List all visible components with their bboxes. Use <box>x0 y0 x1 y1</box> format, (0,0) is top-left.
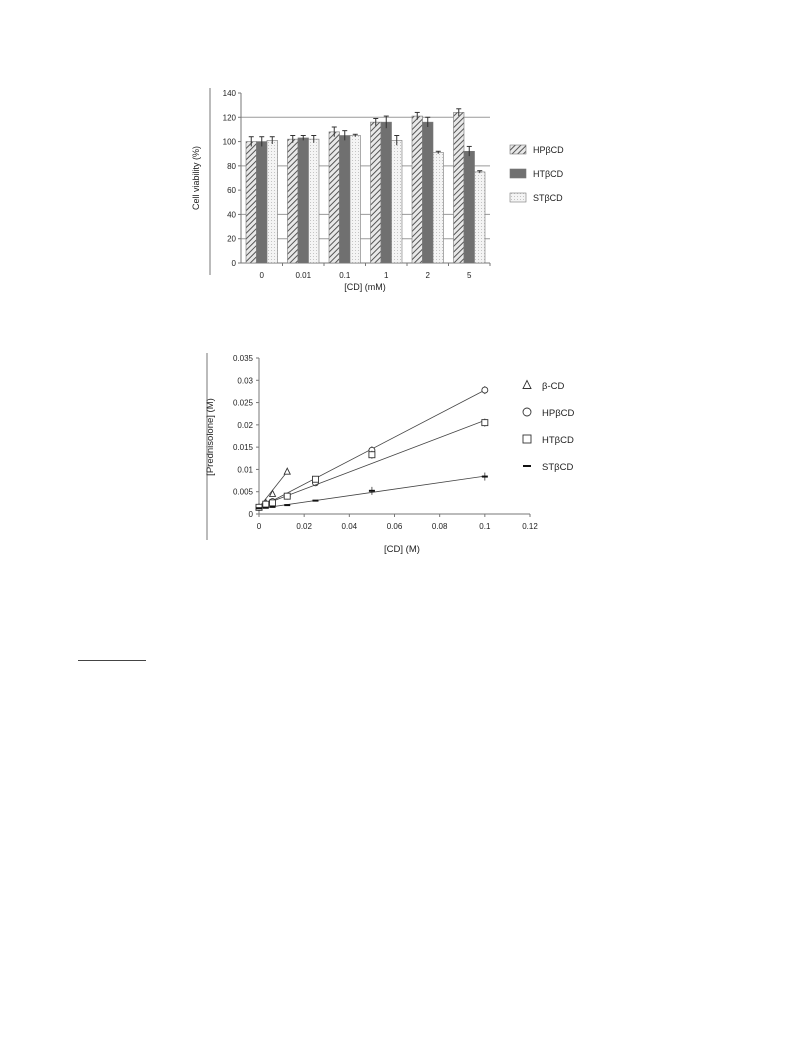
marker-circle <box>523 408 531 416</box>
bar-STβCD <box>309 139 320 263</box>
bar-HTβCD <box>464 151 475 263</box>
bar-STβCD <box>350 136 361 264</box>
x-axis-label: [CD] (M) <box>384 544 420 555</box>
y-tick-label: 0.02 <box>237 420 253 430</box>
legend-swatch-HPβCD <box>510 145 526 154</box>
y-tick-label: 0 <box>248 510 253 519</box>
bar-HPβCD <box>371 122 382 263</box>
bar-HPβCD <box>412 116 423 263</box>
legend-label: HPβCD <box>533 145 564 155</box>
x-tick-label: 0.01 <box>295 271 312 280</box>
x-tick-label: 0 <box>259 271 264 280</box>
y-tick-label: 40 <box>227 210 236 220</box>
y-tick-label: 120 <box>222 113 236 123</box>
x-tick-label: 0.04 <box>341 522 358 531</box>
legend-label: STβCD <box>533 193 563 203</box>
bar-HTβCD <box>340 136 351 264</box>
marker-square <box>312 476 318 482</box>
marker-square <box>284 493 290 499</box>
bar-STβCD <box>267 140 278 263</box>
y-tick-label: 80 <box>227 161 236 171</box>
bar-HPβCD <box>454 112 465 263</box>
x-tick-label: 0 <box>256 522 262 531</box>
y-tick-label: 0.01 <box>237 465 253 475</box>
marker-circle <box>482 387 488 393</box>
x-tick-label: 0.1 <box>479 522 491 531</box>
bar-HTβCD <box>257 142 268 263</box>
y-tick-label: 0.015 <box>232 443 253 453</box>
bar-HTβCD <box>423 122 434 263</box>
y-tick-label: 140 <box>222 89 236 98</box>
footnote-rule <box>78 660 146 661</box>
x-tick-label: 0.1 <box>339 271 351 280</box>
x-tick-label: 0.08 <box>431 522 448 531</box>
marker-square <box>270 500 276 506</box>
bar-STβCD <box>475 172 486 263</box>
x-tick-label: 5 <box>467 271 472 280</box>
bar-HPβCD <box>329 132 340 263</box>
y-tick-label: 0.025 <box>232 398 253 408</box>
x-tick-label: 0.02 <box>296 522 312 531</box>
legend-label: HTβCD <box>533 169 564 179</box>
bar-STβCD <box>392 140 403 263</box>
bar-STβCD <box>433 153 444 264</box>
legend-label: β-CD <box>542 381 565 392</box>
x-tick-label: 1 <box>384 271 389 280</box>
prednisolone-solubility-chart <box>190 350 600 562</box>
marker-square <box>369 452 375 458</box>
legend-swatch-STβCD <box>510 193 526 202</box>
cell-viability-bar-chart <box>190 85 600 300</box>
marker-square <box>482 420 488 426</box>
bar-HTβCD <box>298 138 309 263</box>
y-tick-label: 60 <box>227 186 236 196</box>
x-axis-label: [CD] (mM) <box>344 282 386 292</box>
y-tick-label: 0 <box>231 259 236 268</box>
y-axis-label: Cell viability (%) <box>191 145 201 211</box>
x-tick-label: 0.06 <box>386 522 403 531</box>
legend-label: HTβCD <box>542 435 574 446</box>
x-tick-label: 0.12 <box>522 522 538 531</box>
legend-swatch-HTβCD <box>510 169 526 178</box>
y-tick-label: 20 <box>227 234 236 244</box>
y-axis-label: [Prednisolone] (M) <box>205 398 216 476</box>
bar-HPβCD <box>288 139 299 263</box>
legend-label: STβCD <box>542 462 574 473</box>
x-tick-label: 2 <box>425 271 430 280</box>
marker-triangle <box>523 381 531 389</box>
marker-triangle <box>284 468 290 474</box>
y-tick-label: 0.03 <box>237 376 253 386</box>
y-tick-label: 0.005 <box>232 487 253 497</box>
marker-square <box>263 501 269 507</box>
y-tick-label: 0.035 <box>232 354 253 363</box>
bar-HTβCD <box>381 122 392 263</box>
legend-label: HPβCD <box>542 408 575 419</box>
y-tick-label: 100 <box>222 137 236 147</box>
marker-square <box>523 435 531 443</box>
bar-HPβCD <box>246 142 257 263</box>
